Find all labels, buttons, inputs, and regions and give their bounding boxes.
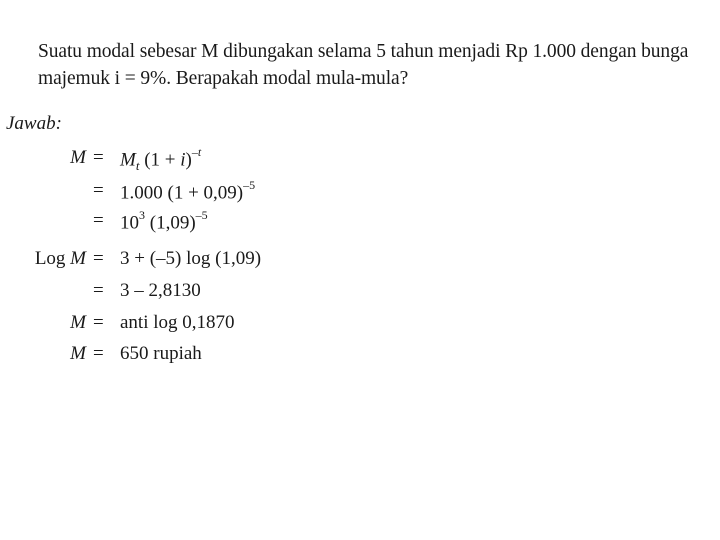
step-1 [0,147,400,175]
step-7-lhs: M [70,343,86,364]
step-1-rhs: $M_t$ $(1 + i)^{-t}$ [120,145,202,174]
answer-label: Jawab: [6,113,62,134]
step-7 [0,343,400,371]
step-5-eq: = [93,280,104,301]
step-4-lhs: Log M [34,248,86,269]
step-1-lhs: M [70,147,86,168]
step-5 [0,280,400,308]
step-2-eq: = [93,180,104,201]
step-6-rhs: anti log 0,1870 [120,312,235,333]
step-4 [0,248,400,276]
step-5-rhs: 3 – 2,8130 [120,280,201,301]
step-2-rhs: 1.000 $(1 + 0,09)^{-5}$ [120,178,256,204]
step-3 [0,210,400,238]
problem-statement [38,38,718,92]
step-7-eq: = [93,343,104,364]
step-6 [0,312,400,340]
problem-line-1: Suatu modal sebesar M dibungakan selama 5 tahun menjadi Rp 1.000 dengan bunga [38,41,689,62]
step-6-eq: = [93,312,104,333]
step-2 [0,180,400,208]
problem-line-2: majemuk i = 9%. Berapakah modal mula-mula? [38,68,409,89]
step-7-rhs: 650 rupiah [120,343,202,364]
step-4-eq: = [93,248,104,269]
step-3-rhs: $10^3$ $(1,09)^{-5}$ [120,208,208,234]
step-6-lhs: M [70,312,86,333]
step-4-rhs: 3 + (–5) log (1,09) [120,248,262,269]
step-3-eq: = [93,210,104,231]
step-1-eq: = [93,147,104,168]
